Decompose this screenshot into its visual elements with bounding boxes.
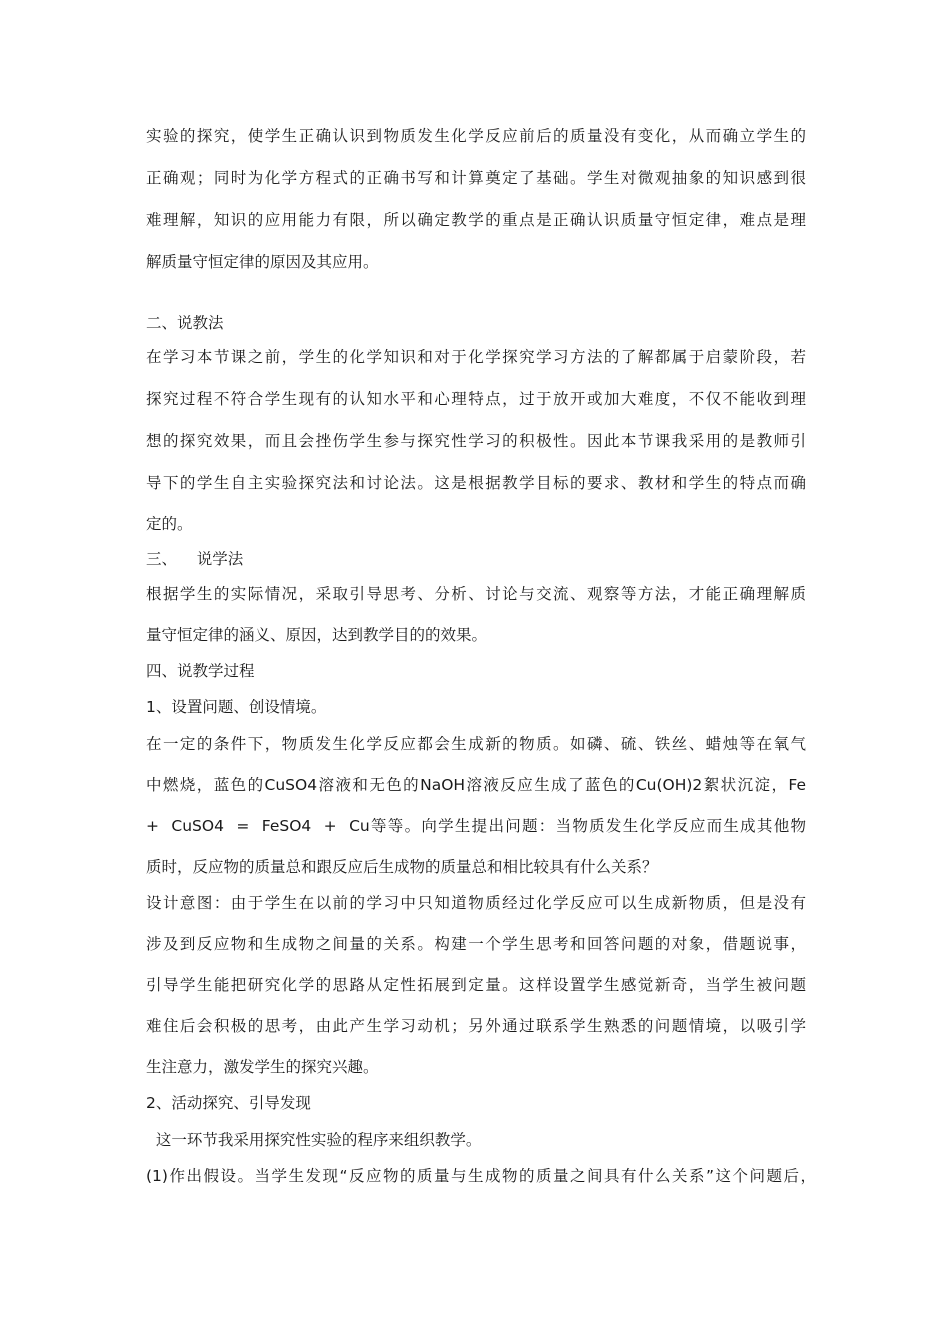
section-heading: 二、说教法 [146, 314, 224, 332]
paragraph-line: 生注意力，激发学生的探究兴趣。 [146, 1058, 379, 1076]
paragraph-line: 设计意图：由于学生在以前的学习中只知道物质经过化学反应可以生成新物质，但是没有 [146, 894, 806, 912]
section-heading: 三、 说学法 [146, 550, 244, 568]
paragraph-line: 定的。 [146, 515, 193, 533]
paragraph-line: 想的探究效果，而且会挫伤学生参与探究性学习的积极性。因此本节课我采用的是教师引 [146, 432, 806, 450]
paragraph-line: 这一环节我采用探究性实验的程序来组织教学。 [146, 1131, 482, 1149]
paragraph-line: 量守恒定律的涵义、原因，达到教学目的的效果。 [146, 626, 488, 644]
paragraph-line: 难住后会积极的思考，由此产生学习动机；另外通过联系学生熟悉的问题情境，以吸引学 [146, 1017, 806, 1035]
paragraph-line: 中燃烧，蓝色的CuSO4溶液和无色的NaOH溶液反应生成了蓝色的Cu(OH)2絮状沉淀，Fe [146, 776, 806, 794]
paragraph-line: 引导学生能把研究化学的思路从定性拓展到定量。这样设置学生感觉新奇，当学生被问题 [146, 976, 806, 994]
subsection-heading: 1、设置问题、创设情境。 [146, 698, 327, 716]
paragraph-line: 实验的探究，使学生正确认识到物质发生化学反应前后的质量没有变化，从而确立学生的 [146, 127, 806, 145]
paragraph-line: 探究过程不符合学生现有的认知水平和心理特点，过于放开或加大难度，不仅不能收到理 [146, 390, 806, 408]
paragraph-line: 在学习本节课之前，学生的化学知识和对于化学探究学习方法的了解都属于启蒙阶段，若 [146, 348, 806, 366]
paragraph-line: 质时，反应物的质量总和跟反应后生成物的质量总和相比较具有什么关系？ [146, 858, 658, 876]
paragraph-line: 难理解，知识的应用能力有限，所以确定教学的重点是正确认识质量守恒定律，难点是理 [146, 211, 806, 229]
paragraph-line: + CuSO4 = FeSO4 + Cu等等。向学生提出问题：当物质发生化学反应而生成其他物 [146, 817, 806, 835]
paragraph-line: (1)作出假设。当学生发现“反应物的质量与生成物的质量之间具有什么关系”这个问题后， [146, 1167, 816, 1185]
subsection-heading: 2、活动探究、引导发现 [146, 1094, 311, 1112]
section-heading: 四、说教学过程 [146, 662, 255, 680]
paragraph-line: 解质量守恒定律的原因及其应用。 [146, 253, 379, 271]
paragraph-line: 涉及到反应物和生成物之间量的关系。构建一个学生思考和回答问题的对象，借题说事， [146, 935, 806, 953]
paragraph-line: 根据学生的实际情况，采取引导思考、分析、讨论与交流、观察等方法，才能正确理解质 [146, 585, 806, 603]
paragraph-line: 导下的学生自主实验探究法和讨论法。这是根据教学目标的要求、教材和学生的特点而确 [146, 474, 806, 492]
paragraph-line: 在一定的条件下，物质发生化学反应都会生成新的物质。如磷、硫、铁丝、蜡烛等在氧气 [146, 735, 806, 753]
paragraph-line: 正确观；同时为化学方程式的正确书写和计算奠定了基础。学生对微观抽象的知识感到很 [146, 169, 806, 187]
